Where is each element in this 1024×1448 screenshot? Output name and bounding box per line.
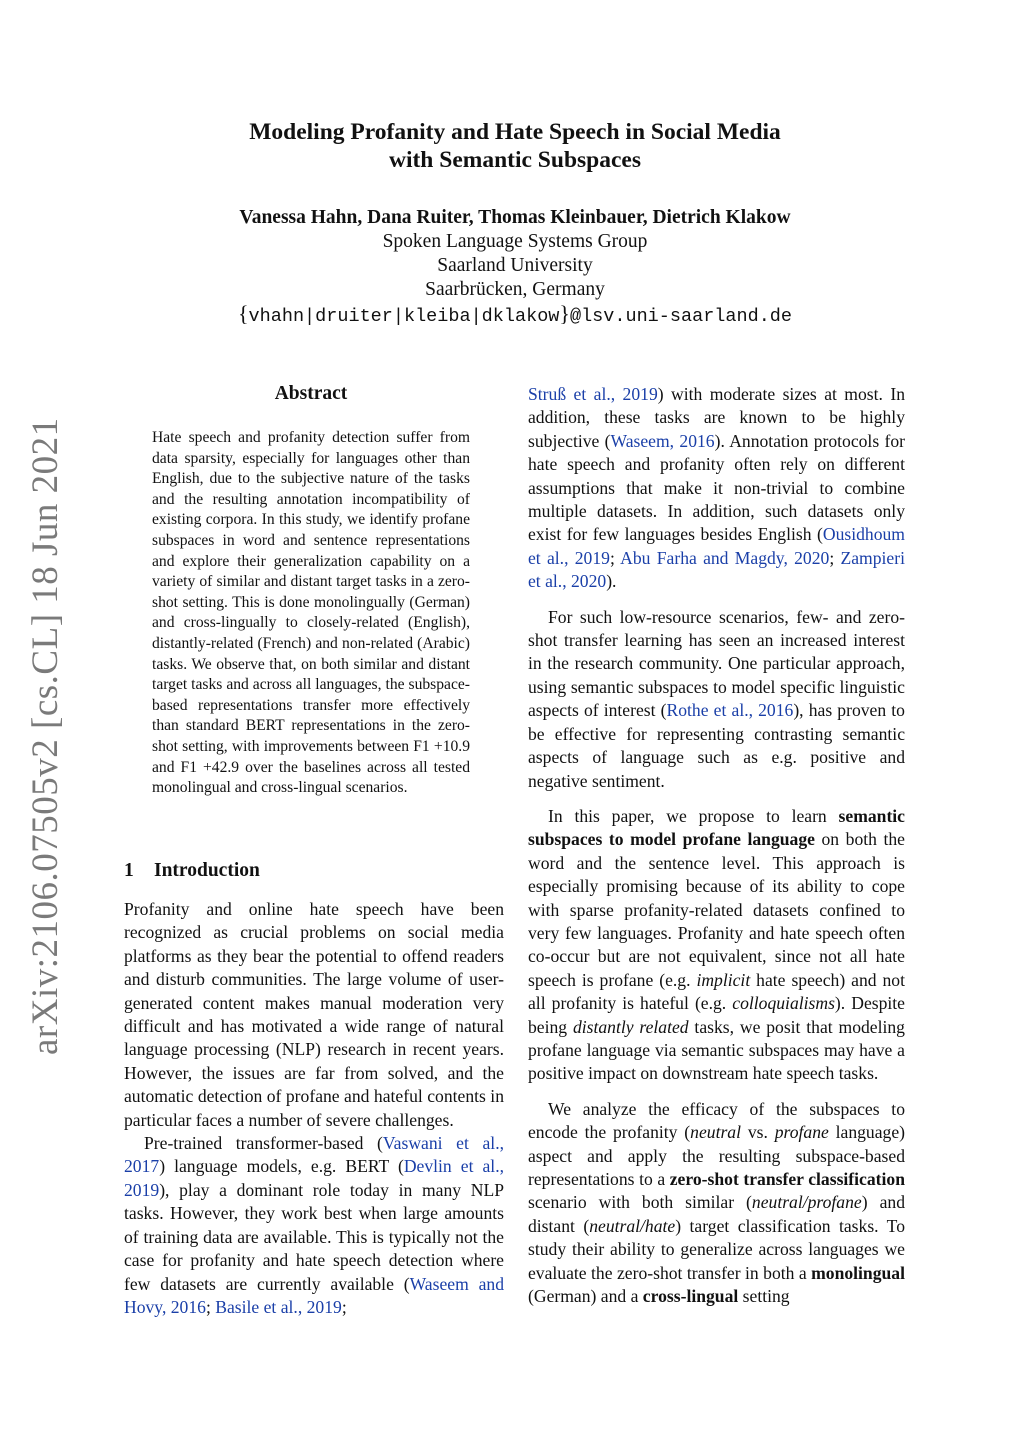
paper-title <box>120 118 910 174</box>
section-title: Introduction <box>154 860 260 881</box>
text-span: language) aspect and apply the resulting subspace-based representations to a <box>528 1122 906 1189</box>
citation-link[interactable]: Waseem, 2016 <box>610 430 715 451</box>
italic-emphasis: implicit <box>696 969 751 990</box>
email-domain: @lsv.uni-saarland.de <box>569 306 793 327</box>
text-span: We analyze the efficacy of the subspaces to encode the profanity ( <box>528 1098 905 1143</box>
email-close-brace: } <box>559 301 570 326</box>
left-column-body <box>124 898 504 1319</box>
text-span: ) language models, e.g. BERT ( <box>159 1156 404 1177</box>
right-paragraph-3 <box>528 805 905 1086</box>
citation-link[interactable]: Zampieri et al., 2020 <box>528 547 905 592</box>
bold-emphasis: semantic subspaces to model profane language <box>528 805 905 850</box>
affiliation-group: Spoken Language Systems Group <box>382 231 648 252</box>
citation-link[interactable]: Ousidhoum et al., 2019 <box>528 524 905 568</box>
arxiv-side-label: arXiv:2106.07505v2 [cs.CL] 18 Jun 2021 <box>25 417 66 1055</box>
text-span: ) with moderate sizes at most. In addition, these tasks are known to be highly subjective ( <box>528 384 905 451</box>
italic-emphasis: neutral <box>690 1122 741 1143</box>
citation-link[interactable]: Struß et al., 2019 <box>528 384 658 404</box>
text-span: ), has proven to be effective for representing contrasting semantic aspects of language such as e.g. positive and negative sentiment. <box>528 700 905 791</box>
affiliation-location: Saarbrücken, Germany <box>425 279 605 300</box>
section-number: 1 <box>124 860 134 881</box>
italic-emphasis: neutral/hate <box>589 1215 676 1236</box>
text-span: ; <box>341 1296 347 1317</box>
right-column-body <box>528 383 905 1320</box>
right-paragraph-2 <box>528 606 905 793</box>
text-span: vs. <box>741 1122 775 1143</box>
text-span: ; <box>829 547 841 568</box>
text-span: ; <box>205 1296 216 1317</box>
section-heading-introduction <box>124 860 504 882</box>
author-emails <box>120 302 910 329</box>
italic-emphasis: profane <box>774 1122 829 1143</box>
text-span: For such low-resource scenarios, few- and zero-shot transfer learning has seen an increased interest in the research community. One particular approach, using semantic subspaces to model specific linguistic aspects of interest ( <box>528 606 905 721</box>
italic-emphasis: distantly related <box>572 1016 689 1037</box>
citation-link[interactable]: Rothe et al., 2016 <box>666 700 794 721</box>
bold-emphasis: zero-shot transfer classification <box>669 1169 905 1189</box>
citation-link[interactable]: Abu Farha and Magdy, 2020 <box>620 547 830 568</box>
text-span: setting <box>738 1286 790 1307</box>
text-span: ). Despite being <box>528 993 905 1037</box>
right-paragraph-4 <box>528 1098 905 1309</box>
text-span: ). Annotation protocols for hate speech and profanity often rely on different assumptions that make it non-trivial to combine multiple datasets. In addition, such datasets only exist for few languages besides English ( <box>528 430 906 545</box>
citation-link[interactable]: Waseem and Hovy, 2016 <box>124 1273 504 1317</box>
email-open-brace: { <box>237 301 249 326</box>
text-span: ) and distant ( <box>528 1192 905 1236</box>
intro-paragraph-2 <box>124 1132 504 1319</box>
abstract-text: Hate speech and profanity detection suffer from data sparsity, especially for languages other than English, due to the subjective nature of the tasks and the resulting annotation incompatibility of existing corpora. In this study, we identify profane subspaces in word and sentence representations and explore their generalization capability on a variety of similar and distant target tasks in a zero-shot setting. This is done monolingually (German) and cross-lingually to closely-related (English), distantly-related (French) and non-related (Arabic) tasks. We observe that, on both similar and distant target tasks and across all languages, the subspace-based representations transfer more effectively than standard BERT representations in the zero-shot setting, with improvements between F1 +10.9 and F1 +42.9 over the baselines across all tested monolingual and cross-lingual scenarios. <box>152 429 470 797</box>
italic-emphasis: colloquialisms <box>732 993 835 1014</box>
bold-emphasis: cross-lingual <box>642 1286 739 1307</box>
author-list: Vanessa Hahn, Dana Ruiter, Thomas Kleinbauer, Dietrich Klakow <box>239 207 791 228</box>
italic-emphasis: neutral/profane <box>751 1192 862 1213</box>
abstract-heading: Abstract <box>274 383 348 404</box>
bold-emphasis: monolingual <box>811 1262 905 1283</box>
email-users: vhahn|druiter|kleiba|dklakow <box>248 306 560 327</box>
affiliation-university: Saarland University <box>437 255 593 276</box>
text-span: ; <box>609 547 621 568</box>
citation-link[interactable]: Devlin et al., 2019 <box>124 1156 504 1200</box>
title-line-1: Modeling Profanity and Hate Speech in Social Media <box>249 119 781 145</box>
text-span: tasks, we posit that modeling profane language via semantic subspaces may have a positive impact on downstream hate speech tasks. <box>528 1016 905 1084</box>
text-span: scenario with both similar ( <box>528 1192 752 1213</box>
right-paragraph-1 <box>528 383 905 594</box>
text-span: (German) and a <box>528 1286 643 1307</box>
text-span: Pre-trained transformer-based ( <box>144 1133 383 1154</box>
citation-link[interactable]: Basile et al., 2019 <box>215 1296 342 1317</box>
citation-link[interactable]: Vaswani et al., 2017 <box>124 1133 504 1177</box>
intro-paragraph-1: Profanity and online hate speech have been recognized as crucial problems on social media platforms as they bear the potential to offend readers and disturb communities. The large volume of user-generated content makes manual moderation very difficult and has motivated a wide range of natural language processing (NLP) research in recent years. However, the issues are far from solved, and the automatic detection of profane and hateful contents in particular faces a number of severe challenges. <box>124 899 504 1130</box>
text-span: ) target classification tasks. To study their ability to generalize across languages we evaluate the zero-shot transfer in both a <box>528 1215 905 1283</box>
text-span: on both the word and the sentence level. This approach is especially promising because of its ability to cope with sparse profanity-related datasets confined to very few languages. Profanity and hate speech often co-occur but are not equivalent, since not all hate speech is profane (e.g. <box>528 829 905 990</box>
text-span: ), play a dominant role today in many NLP tasks. However, they work best when large amounts of training data are available. This is typically not the case for profanity and hate speech detection where few datasets are currently available ( <box>124 1179 504 1294</box>
text-span: hate speech) and not all profanity is hateful (e.g. <box>528 969 905 1014</box>
text-span: In this paper, we propose to learn <box>548 805 839 826</box>
title-line-2: with Semantic Subspaces <box>388 147 641 173</box>
text-span: ). <box>606 571 617 592</box>
